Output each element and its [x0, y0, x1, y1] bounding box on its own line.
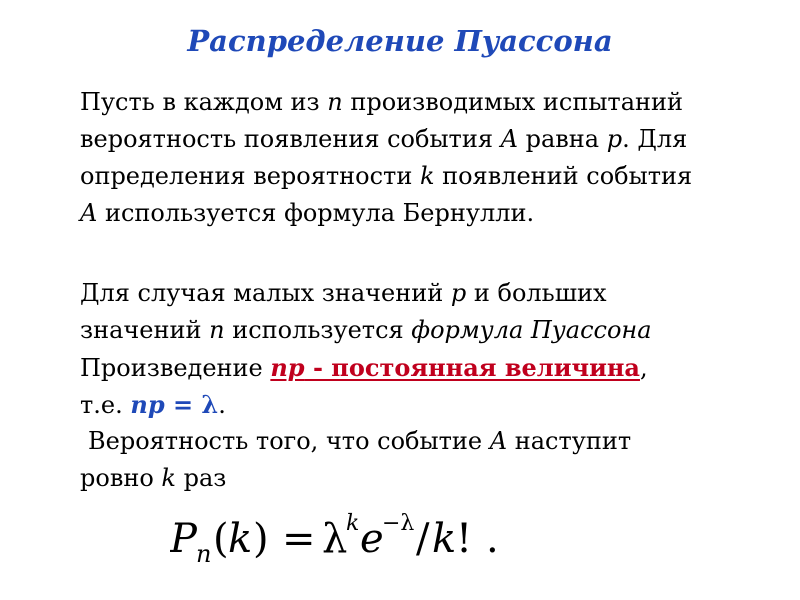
formula-sub-n: n — [196, 540, 212, 568]
formula-sup-neg-lambda: −λ — [382, 511, 415, 536]
paragraph1-line1: Пусть в каждом из n производимых испытаний — [80, 88, 684, 116]
formula-sup-k: k — [346, 511, 360, 536]
paragraph2-line3: Произведение np - постоянная величина, — [80, 353, 648, 382]
paragraph-bernoulli — [80, 84, 780, 232]
paragraph2-line4: т.е. np = λ. — [80, 390, 226, 419]
lambda-definition: np = λ — [130, 390, 219, 419]
constant-product-highlight: np - постоянная величина — [270, 353, 640, 382]
paragraph2-line1: Для случая малых значений p и больших — [80, 279, 607, 307]
poisson-formula-term: формула Пуассона — [411, 316, 652, 344]
poisson-formula — [170, 508, 530, 574]
formula-e: e — [360, 516, 384, 562]
page-title: Распределение Пуассона — [187, 24, 613, 58]
formula-slash: / — [416, 516, 430, 562]
formula-k-factorial-base: k — [432, 516, 457, 562]
formula-close-paren: ) — [253, 516, 269, 562]
formula-equals: = — [282, 516, 316, 562]
formula-P: P — [170, 516, 197, 562]
formula-k: k — [228, 516, 253, 562]
paragraph2-line5: Вероятность того, что событие A наступит — [88, 427, 632, 455]
paragraph2-line6: ровно k раз — [80, 464, 227, 492]
poisson-formula-svg — [170, 508, 530, 574]
paragraph1-line3: определения вероятности k появлений события — [80, 162, 693, 190]
formula-open-paren: ( — [213, 516, 229, 562]
paragraph1-line2: вероятность появления события A равна p. Для — [80, 125, 688, 153]
paragraph1-line4: A используется формула Бернулли. — [80, 199, 535, 227]
formula-lambda: λ — [322, 516, 348, 562]
paragraph-poisson — [80, 275, 780, 497]
formula-dot: . — [486, 516, 499, 562]
formula-factorial: ! — [456, 516, 473, 562]
paragraph2-line2: значений n используется формула Пуассона — [80, 316, 652, 344]
